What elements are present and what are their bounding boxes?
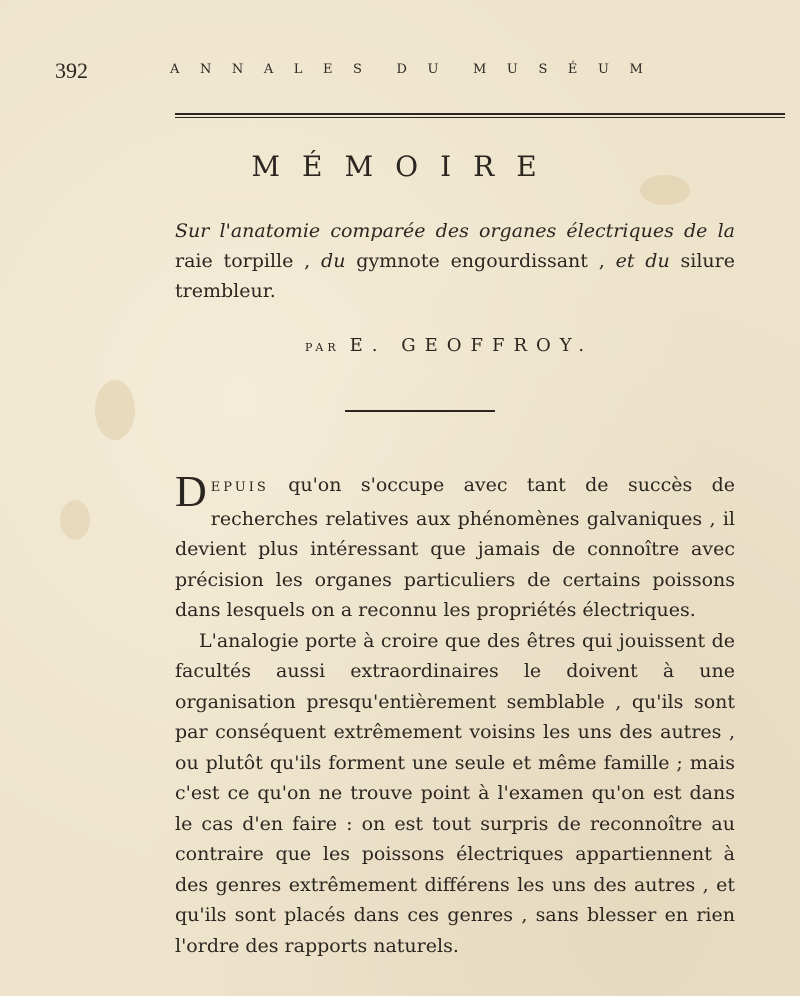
foxing-stain <box>60 500 90 540</box>
running-head-letter: S <box>353 62 369 77</box>
running-head-letter: S <box>538 62 555 77</box>
running-head-letter: E <box>322 62 340 77</box>
body-text <box>175 467 735 961</box>
author-name: E. GEOFFROY. <box>349 335 594 356</box>
article-title: MÉMOIRE <box>251 150 559 183</box>
subtitle-part: gymnote engourdissant , <box>345 250 616 272</box>
running-head-letter: U <box>506 62 525 77</box>
page-number: 392 <box>55 58 88 83</box>
subtitle-part: l'anatomie comparée des organes électriques de la <box>219 220 736 242</box>
subtitle-part: silure trembleur. <box>175 250 735 302</box>
running-head-letter: A <box>170 62 187 77</box>
drop-cap: D <box>175 467 207 516</box>
running-head-letter: L <box>293 62 310 77</box>
running-head-letter: U <box>597 62 616 77</box>
header-rule <box>175 113 785 118</box>
running-head-letter: U <box>427 62 446 77</box>
author-line <box>305 335 593 356</box>
paragraph: L'analogie porte à croire que des êtres qui jouissent de facultés aussi extraordinaires le doivent à une organisation presqu'entièrement semblable , qu'ils sont par conséquent extrêmement voisins les uns des autres , ou plutôt qu'ils forment une seule et même famille ; mais c'est ce qu'on ne trouve point à l'examen qu'on est dans le cas d'en faire : on est tout surpris de reconnoître au contraire que les poissons électriques appartiennent à des genres extrêmement différens les uns des autres , et qu'ils sont placés dans ces genres , sans blesser en rien l'ordre des rapports naturels. <box>175 629 735 957</box>
paragraph <box>175 467 735 626</box>
subtitle-part: Sur <box>175 220 220 242</box>
running-head-letter: N <box>199 62 219 77</box>
running-head-letter: A <box>263 62 281 77</box>
running-head-letter: D <box>396 62 414 77</box>
running-head <box>170 62 650 77</box>
first-word-rest: EPUIS <box>210 480 269 495</box>
subtitle-part: du <box>321 250 346 272</box>
subtitle-part: raie torpille , <box>175 250 322 272</box>
subtitle-part: et du <box>615 250 670 272</box>
running-head-letter: É <box>567 62 585 77</box>
paragraph-text: qu'on s'occupe avec tant de succès de recherches relatives aux phénomènes galvaniques , il devient plus intéressant que jamais de connoître avec précision les organes particuliers de certains poissons dans lesquels on a reconnu les propriétés électriques. <box>175 474 735 621</box>
foxing-stain <box>95 380 135 440</box>
running-head-letter: M <box>629 62 650 77</box>
section-divider <box>345 410 495 412</box>
running-head-letter: N <box>231 62 251 77</box>
running-head-letter: M <box>473 62 494 77</box>
article-subtitle <box>175 216 735 306</box>
author-prefix: PAR <box>305 341 340 354</box>
